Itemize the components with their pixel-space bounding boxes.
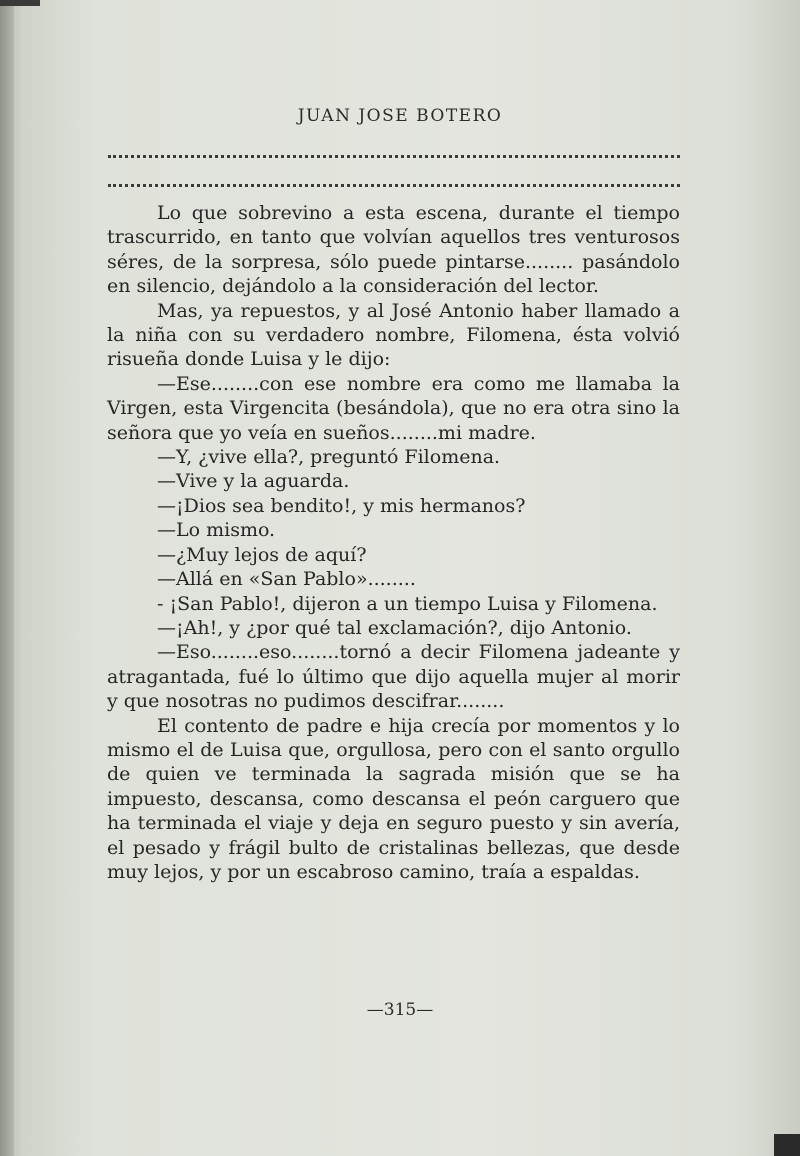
paragraph: - ¡San Pablo!, dijeron a un tiempo Luisa y Filomena.	[157, 592, 658, 615]
scan-edge-top	[0, 0, 40, 6]
paragraph: —¡Dios sea bendito!, y mis hermanos?	[157, 494, 526, 517]
page-gutter-shadow	[0, 0, 14, 1156]
paragraph: —Allá en «San Pablo»........	[157, 568, 416, 591]
dotted-rule-top	[108, 155, 680, 160]
paragraph: —Ese........con ese nombre era como me llamaba la Virgen, esta Virgencita (besándola), que no era otra sino la señora que yo veía en sueños........mi madre.	[107, 372, 680, 444]
paragraph: —Vive y la aguarda.	[157, 470, 350, 493]
paragraph: El contento de padre e hija crecía por momentos y lo mismo el de Luisa que, orgullosa, pero con el santo orgullo de quien ve terminada la sagrada misión que se ha impuesto, descansa, como descansa el peón carguero que ha terminada el viaje y deja en seguro puesto y sin avería, el pesado y frágil bulto de cristalinas bellezas, que desde muy lejos, y por un escabroso camino, traía a espaldas.	[107, 714, 680, 883]
page-number: —315—	[366, 1000, 434, 1020]
scan-edge-corner	[774, 1134, 800, 1156]
paragraph: Mas, ya repuestos, y al José Antonio haber llamado a la niña con su verdadero nombre, Filomena, ésta volvió risueña donde Luisa y le dijo:	[107, 299, 680, 371]
paragraph: Lo que sobrevino a esta escena, durante el tiempo trascurrido, en tanto que volvían aquellos tres venturosos séres, de la sorpresa, sólo puede pintarse........ pasándolo en silencio, dejándolo a la consideración del lector.	[107, 202, 680, 298]
paragraph: —Y, ¿vive ella?, preguntó Filomena.	[157, 446, 501, 469]
body-text	[107, 201, 680, 884]
paragraph: —¿Muy lejos de aquí?	[157, 543, 367, 566]
paragraph: —Lo mismo.	[157, 519, 276, 542]
paragraph: —¡Ah!, y ¿por qué tal exclamación?, dijo Antonio.	[157, 616, 632, 639]
dotted-rule-bottom	[108, 184, 680, 189]
running-head: JUAN JOSE BOTERO	[297, 106, 503, 126]
paragraph: —Eso........eso........tornó a decir Filomena jadeante y atragantada, fué lo último que dijo aquella mujer al morir y que nosotras no pudimos descifrar........	[107, 641, 680, 713]
